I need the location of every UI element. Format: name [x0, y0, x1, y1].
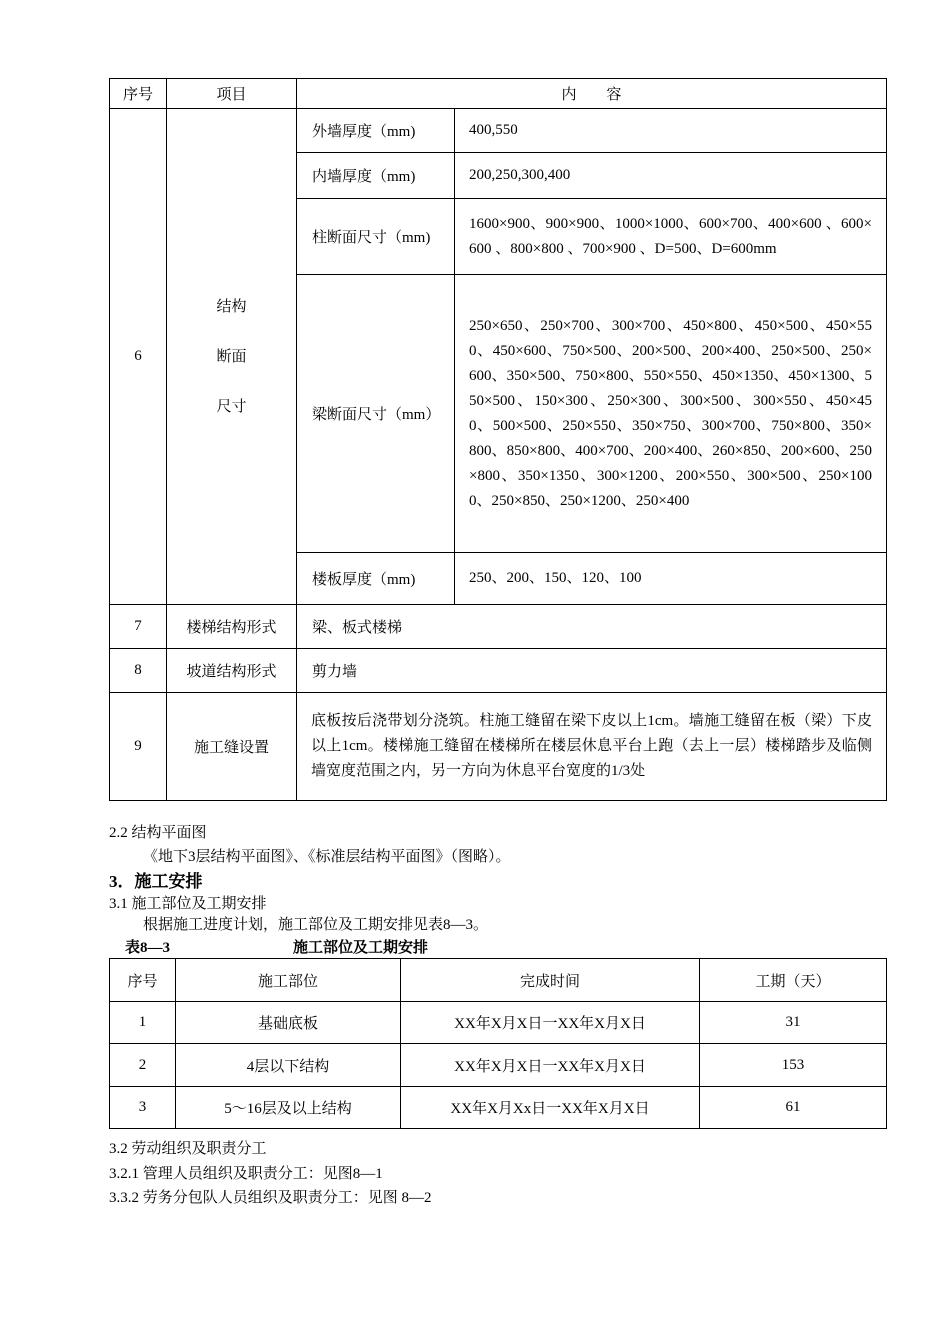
schedule-table	[109, 958, 887, 1129]
table-row	[110, 693, 887, 801]
row-item: 施工缝设置	[167, 693, 297, 801]
cell-time: XX年X月X日一XX年X月X日	[401, 1002, 700, 1044]
sub-label: 外墙厚度（mm)	[297, 109, 455, 153]
row6-item-line: 尺寸	[216, 398, 247, 415]
row-no: 9	[110, 693, 167, 801]
cell-time: XX年X月Xx日一XX年X月X日	[401, 1087, 700, 1129]
header-no: 序号	[110, 959, 176, 1002]
section-heading-3-2-1: 3.2.1 管理人员组织及职责分工：见图8—1	[109, 1166, 383, 1182]
row-content: 底板按后浇带划分浇筑。柱施工缝留在梁下皮以上1cm。墙施工缝留在板（梁）下皮以上1cm。楼梯施工缝留在楼梯所在楼层休息平台上跑（去上一层）楼梯踏步及临侧墙宽度范围之内，另一方向为休息平台宽度的1/3处	[297, 693, 887, 801]
row-item: 楼梯结构形式	[167, 605, 297, 649]
sub-value: 1600×900、900×900、1000×1000、600×700、400×600 、600×600 、800×800 、700×900 、D=500、D=600mm	[455, 199, 887, 275]
sub-label: 楼板厚度（mm)	[297, 553, 455, 605]
section-body-3-1: 根据施工进度计划，施工部位及工期安排见表8—3。	[143, 917, 489, 933]
header-part: 施工部位	[176, 959, 401, 1002]
sub-value: 250、200、150、120、100	[455, 553, 887, 605]
section-heading-3: 3．施工安排	[109, 872, 203, 891]
table-row	[110, 1044, 887, 1087]
cell-part: 基础底板	[176, 1002, 401, 1044]
sub-value: 400,550	[455, 109, 887, 153]
row6-no: 6	[110, 109, 167, 605]
cell-no: 3	[110, 1087, 176, 1129]
section-body-2-2: 《地下3层结构平面图》、《标准层结构平面图》（图略）。	[143, 849, 511, 865]
header-days: 工期（天）	[700, 959, 887, 1002]
row6-item	[167, 109, 297, 605]
section-heading-2-2: 2.2 结构平面图	[109, 825, 207, 841]
header-time: 完成时间	[401, 959, 700, 1002]
table-row	[110, 1087, 887, 1129]
row-no: 7	[110, 605, 167, 649]
cell-no: 1	[110, 1002, 176, 1044]
structure-table	[109, 78, 887, 801]
table-header-row	[110, 79, 887, 109]
table-header-row	[110, 959, 887, 1002]
sub-label: 梁断面尺寸（mm）	[297, 275, 455, 553]
cell-time: XX年X月X日一XX年X月X日	[401, 1044, 700, 1087]
table-row	[110, 605, 887, 649]
row6-item-line: 断面	[216, 348, 247, 365]
cell-no: 2	[110, 1044, 176, 1087]
section-heading-3-2: 3.2 劳动组织及职责分工	[109, 1141, 267, 1157]
section-heading-3-3-2: 3.3.2 劳务分包队人员组织及职责分工：见图 8—2	[109, 1190, 432, 1206]
table-number: 表8—3	[125, 940, 171, 956]
cell-days: 61	[700, 1087, 887, 1129]
cell-days: 153	[700, 1044, 887, 1087]
table-title: 施工部位及工期安排	[293, 940, 429, 956]
cell-part: 5～16层及以上结构	[176, 1087, 401, 1129]
cell-days: 31	[700, 1002, 887, 1044]
header-no: 序号	[110, 79, 167, 109]
cell-part: 4层以下结构	[176, 1044, 401, 1087]
section-heading-3-1: 3.1 施工部位及工期安排	[109, 896, 267, 912]
header-item: 项目	[167, 79, 297, 109]
row-item: 坡道结构形式	[167, 649, 297, 693]
row-content: 梁、板式楼梯	[297, 605, 887, 649]
sub-label: 柱断面尺寸（mm)	[297, 199, 455, 275]
table-row	[110, 649, 887, 693]
sub-value: 200,250,300,400	[455, 153, 887, 199]
row6-item-line: 结构	[216, 298, 247, 315]
row-no: 8	[110, 649, 167, 693]
row-content: 剪力墙	[297, 649, 887, 693]
sub-label: 内墙厚度（mm)	[297, 153, 455, 199]
sub-value: 250×650、250×700、300×700、450×800、450×500、450×550、450×600、750×500、200×500、200×400、250×500、250×600、350×500、750×800、550×550、450×1350、450×1300、550×500、150×300、250×300、300×500、300×550、450×450、500×500、250×550、350×750、300×700、750×800、350×800、850×800、400×700、200×400、260×850、200×600、250×800、350×1350、300×1200、200×550、300×500、250×1000、250×850、250×1200、250×400	[455, 275, 887, 553]
table-row	[110, 109, 887, 153]
header-content: 内 容	[297, 79, 887, 109]
table-row	[110, 1002, 887, 1044]
